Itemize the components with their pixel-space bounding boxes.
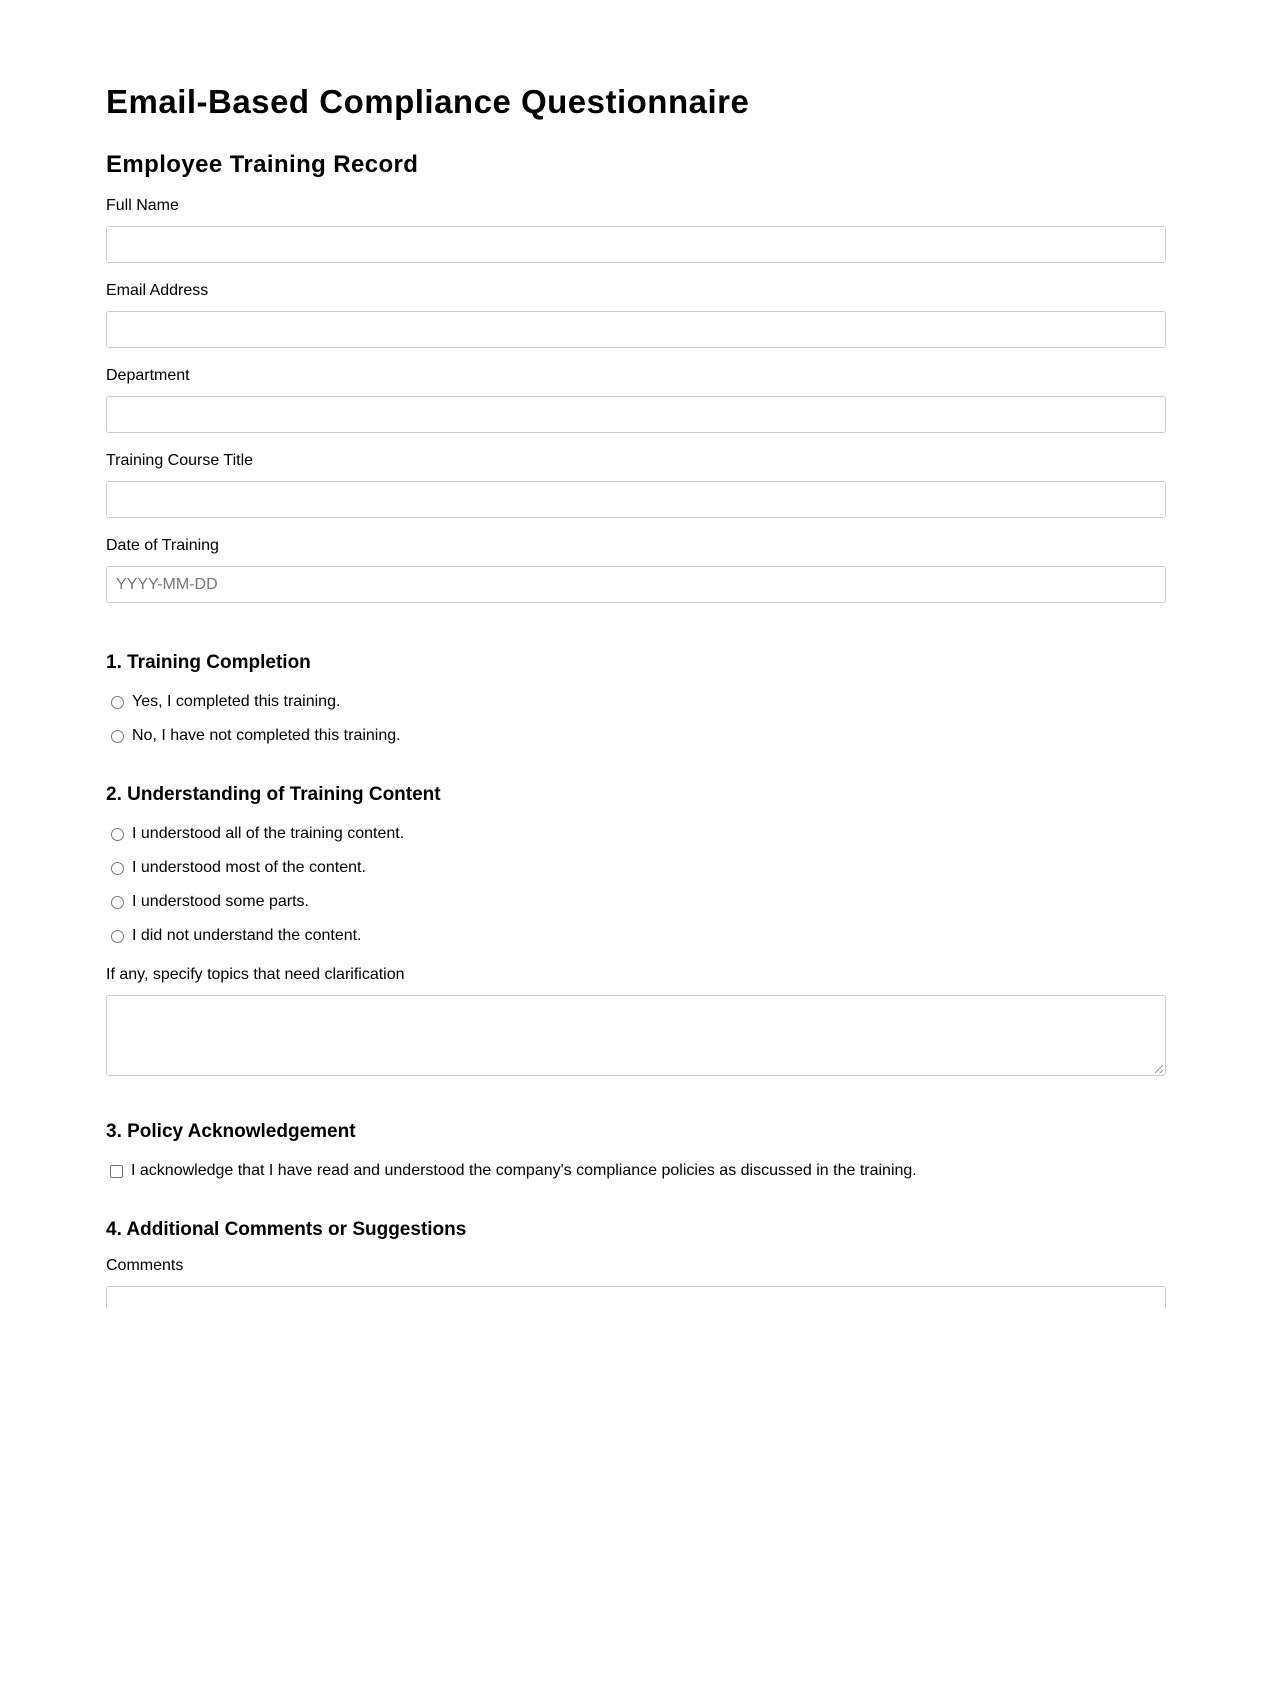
completion-option-no[interactable] [106,725,1166,747]
training-date-input[interactable] [106,566,1166,603]
acknowledge-option[interactable] [106,1160,1166,1182]
email-input[interactable] [106,311,1166,348]
understanding-option-none[interactable] [106,925,1166,947]
section-training-completion [106,651,1166,747]
acknowledge-checkbox[interactable] [110,1165,123,1178]
department-label: Department [106,367,190,384]
completion-option-yes[interactable] [106,691,1166,713]
option-label: I understood most of the content. [132,859,366,876]
comments-label: Comments [106,1257,184,1274]
radio-button[interactable] [111,696,124,709]
section-understanding [106,783,1166,1076]
course-title-input[interactable] [106,481,1166,518]
q1-heading: 1. Training Completion [106,652,311,673]
email-label: Email Address [106,282,209,299]
record-heading: Employee Training Record [106,151,419,178]
option-label: I did not understand the content. [132,927,362,944]
section-additional-comments [106,1218,1166,1308]
questionnaire-form [106,80,1166,1308]
radio-button[interactable] [111,896,124,909]
q4-heading: 4. Additional Comments or Suggestions [106,1219,467,1240]
clarification-textarea[interactable] [106,995,1166,1076]
course-title-label: Training Course Title [106,452,254,469]
comments-textarea[interactable] [106,1286,1166,1308]
section-policy-acknowledgement [106,1120,1166,1182]
department-input[interactable] [106,396,1166,433]
q3-heading: 3. Policy Acknowledgement [106,1121,356,1142]
full-name-input[interactable] [106,226,1166,263]
radio-button[interactable] [111,862,124,875]
option-label: I understood all of the training content. [132,825,405,842]
training-date-label: Date of Training [106,537,219,554]
understanding-option-some[interactable] [106,891,1166,913]
option-label: Yes, I completed this training. [132,693,341,710]
radio-button[interactable] [111,730,124,743]
understanding-option-most[interactable] [106,857,1166,879]
acknowledge-label: I acknowledge that I have read and understood the company's compliance policies as discussed in the training. [131,1162,917,1179]
q2-heading: 2. Understanding of Training Content [106,784,441,805]
resize-grip-icon[interactable] [1155,1065,1163,1073]
clarification-label: If any, specify topics that need clarification [106,966,405,983]
option-label: I understood some parts. [132,893,309,910]
page-title: Email-Based Compliance Questionnaire [106,83,750,120]
full-name-label: Full Name [106,197,179,214]
option-label: No, I have not completed this training. [132,727,401,744]
understanding-option-all[interactable] [106,823,1166,845]
radio-button[interactable] [111,828,124,841]
radio-button[interactable] [111,930,124,943]
